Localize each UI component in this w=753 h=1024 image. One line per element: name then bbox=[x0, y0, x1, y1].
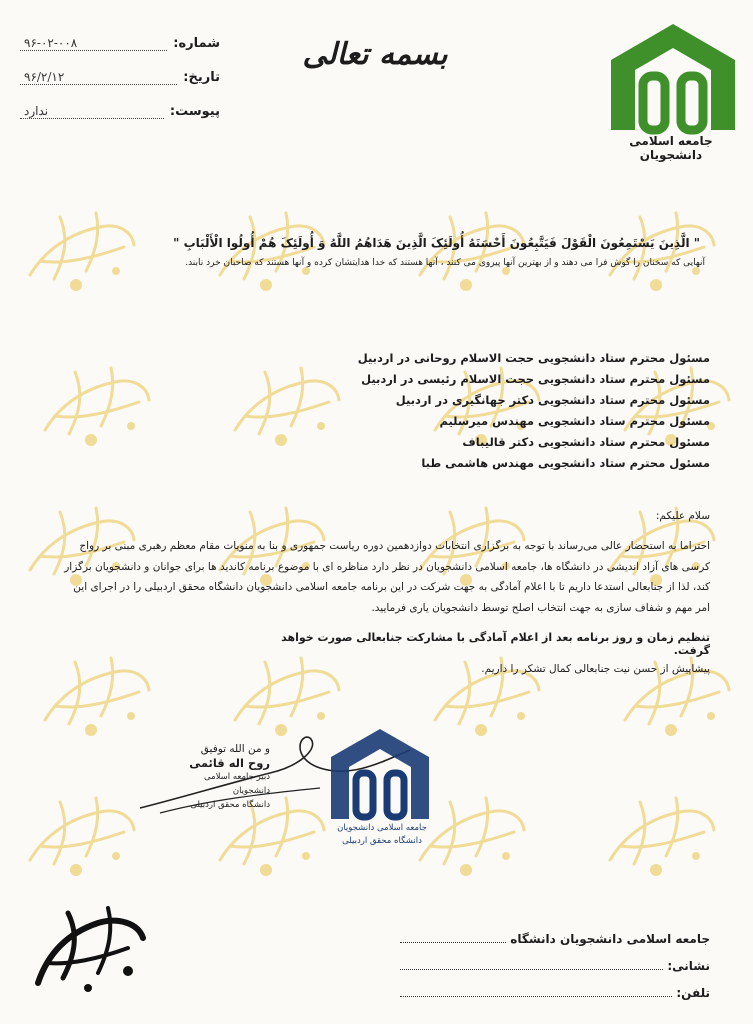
footer-phone-label: تلفن: bbox=[676, 986, 710, 1000]
signature-closing: و من الله توفیق bbox=[200, 743, 270, 755]
watermark-tile bbox=[225, 360, 345, 450]
letter-meta bbox=[20, 36, 220, 138]
watermark-tile bbox=[600, 205, 720, 295]
footer-address-label: نشانی: bbox=[667, 959, 710, 973]
calligraphy-logo-icon bbox=[18, 893, 158, 1003]
footer bbox=[400, 932, 710, 1013]
date-label: تاریخ: bbox=[183, 70, 220, 85]
stamp-line1: جامعه اسلامی دانشجویان bbox=[337, 823, 427, 833]
bismillah-text: بسمه تعالی bbox=[302, 37, 448, 72]
quran-verse: " الَّذِینَ یَسْتَمِعُونَ الْقَوْلَ فَیَتَّبِعُونَ أَحْسَنَهُ أُولَئِکَ الَّذِینَ هَدَاهُمُ اللَّهُ وَ أُولَئِکَ هُمْ أُولُوا الْأَلْبَابِ " bbox=[173, 236, 700, 250]
number-row bbox=[20, 36, 220, 70]
logo-caption: جامعه اسلامی دانشجویان bbox=[629, 134, 713, 162]
watermark-tile bbox=[20, 205, 140, 295]
attachment-row bbox=[20, 104, 220, 138]
recipient-item: مسئول محترم ستاد دانشجویی مهندس هاشمی طبا bbox=[421, 456, 710, 470]
signatory-title: دبیر جامعه اسلامی دانشجویان bbox=[203, 772, 270, 796]
watermark-tile bbox=[410, 205, 530, 295]
recipients-list bbox=[330, 348, 710, 474]
verse-translation: آنهایی که سخنان را گوش فرا می دهند و از بهترین آنها پیروی می کنند ، آنها هستند که خدا هدایتشان کرده و آنها هستند که صاحبان خرد نابند. bbox=[185, 258, 705, 268]
recipient-item: مسئول محترم ستاد دانشجویی مهندس میرسلیم bbox=[439, 414, 710, 428]
recipient-item: مسئول محترم ستاد دانشجویی حجت الاسلام رئیسی در اردبیل bbox=[361, 372, 710, 386]
signature-block bbox=[170, 742, 270, 812]
schedule-note: تنظیم زمان و روز برنامه بعد از اعلام آمادگی با مشارکت جنابعالی صورت خواهد گرفت. bbox=[281, 631, 710, 657]
date-value: ۹۶/۲/۱۲ bbox=[20, 70, 177, 85]
date-row bbox=[20, 70, 220, 104]
signatory-name: روح اله قائمی bbox=[189, 756, 270, 770]
footer-phone-row bbox=[400, 986, 710, 1013]
stamp-line2: دانشگاه محقق اردبیلی bbox=[342, 836, 422, 846]
recipient-item: مسئول محترم ستاد دانشجویی دکتر جهانگیری در اردبیل bbox=[395, 393, 710, 407]
official-stamp-icon bbox=[325, 725, 435, 825]
footer-dotted-line bbox=[400, 942, 506, 943]
footer-org-row bbox=[400, 932, 710, 959]
body-line: کند، لذا از جنابعالی استدعا داریم تا با اعلام آمادگی به جهت شرکت در این برنامه جامعه اسلامی دانشجویان دانشگاه محقق اردبیلی را در اجرای این bbox=[73, 581, 710, 593]
watermark-tile bbox=[210, 205, 330, 295]
body-line: امر مهم و شفاف سازی به جهت انتخاب اصلح توسط دانشجویان یاری فرمایید. bbox=[371, 601, 710, 614]
signatory-org: دانشگاه محقق اردبیلی bbox=[190, 800, 270, 810]
attachment-value: ندارد bbox=[20, 104, 164, 119]
number-label: شماره: bbox=[173, 36, 220, 51]
letter-body bbox=[30, 536, 710, 618]
bismillah-calligraphy bbox=[300, 22, 450, 82]
footer-dotted-line bbox=[400, 969, 663, 970]
footer-org-label: جامعه اسلامی دانشجویان دانشگاه bbox=[510, 932, 710, 946]
thanks-note: پیشاپیش از حسن نیت جنابعالی کمال تشکر را داریم. bbox=[481, 663, 710, 675]
greeting: سلام علیکم: bbox=[655, 510, 710, 522]
number-value: ۹۶-۰۲-۰۰۸ bbox=[20, 36, 167, 51]
watermark-tile bbox=[600, 790, 720, 880]
footer-dotted-line bbox=[400, 996, 672, 997]
recipient-item: مسئول محترم ستاد دانشجویی حجت الاسلام روحانی در اردبیل bbox=[357, 351, 710, 365]
watermark-tile bbox=[35, 650, 155, 740]
stamp-caption bbox=[312, 822, 452, 848]
watermark-tile bbox=[35, 360, 155, 450]
body-line: احتراما به استحضار عالی می‌رساند با توجه به برگزاری انتخابات دوازدهمین دوره ریاست جمهوری و بنا به منویات مقام معظم رهبری مبنی بر رواج bbox=[79, 540, 710, 552]
body-line: کرسی های آزاد اندیشی در دانشگاه ها، جامعه اسلامی دانشجویان در نظر دارد مناظره ای با موضوع برنامه کاندید ها برای جوانان و دانشجویان برگزار bbox=[64, 560, 710, 573]
attachment-label: پیوست: bbox=[169, 104, 220, 119]
recipient-item: مسئول محترم ستاد دانشجویی دکتر قالیباف bbox=[462, 435, 710, 449]
footer-address-row bbox=[400, 959, 710, 986]
